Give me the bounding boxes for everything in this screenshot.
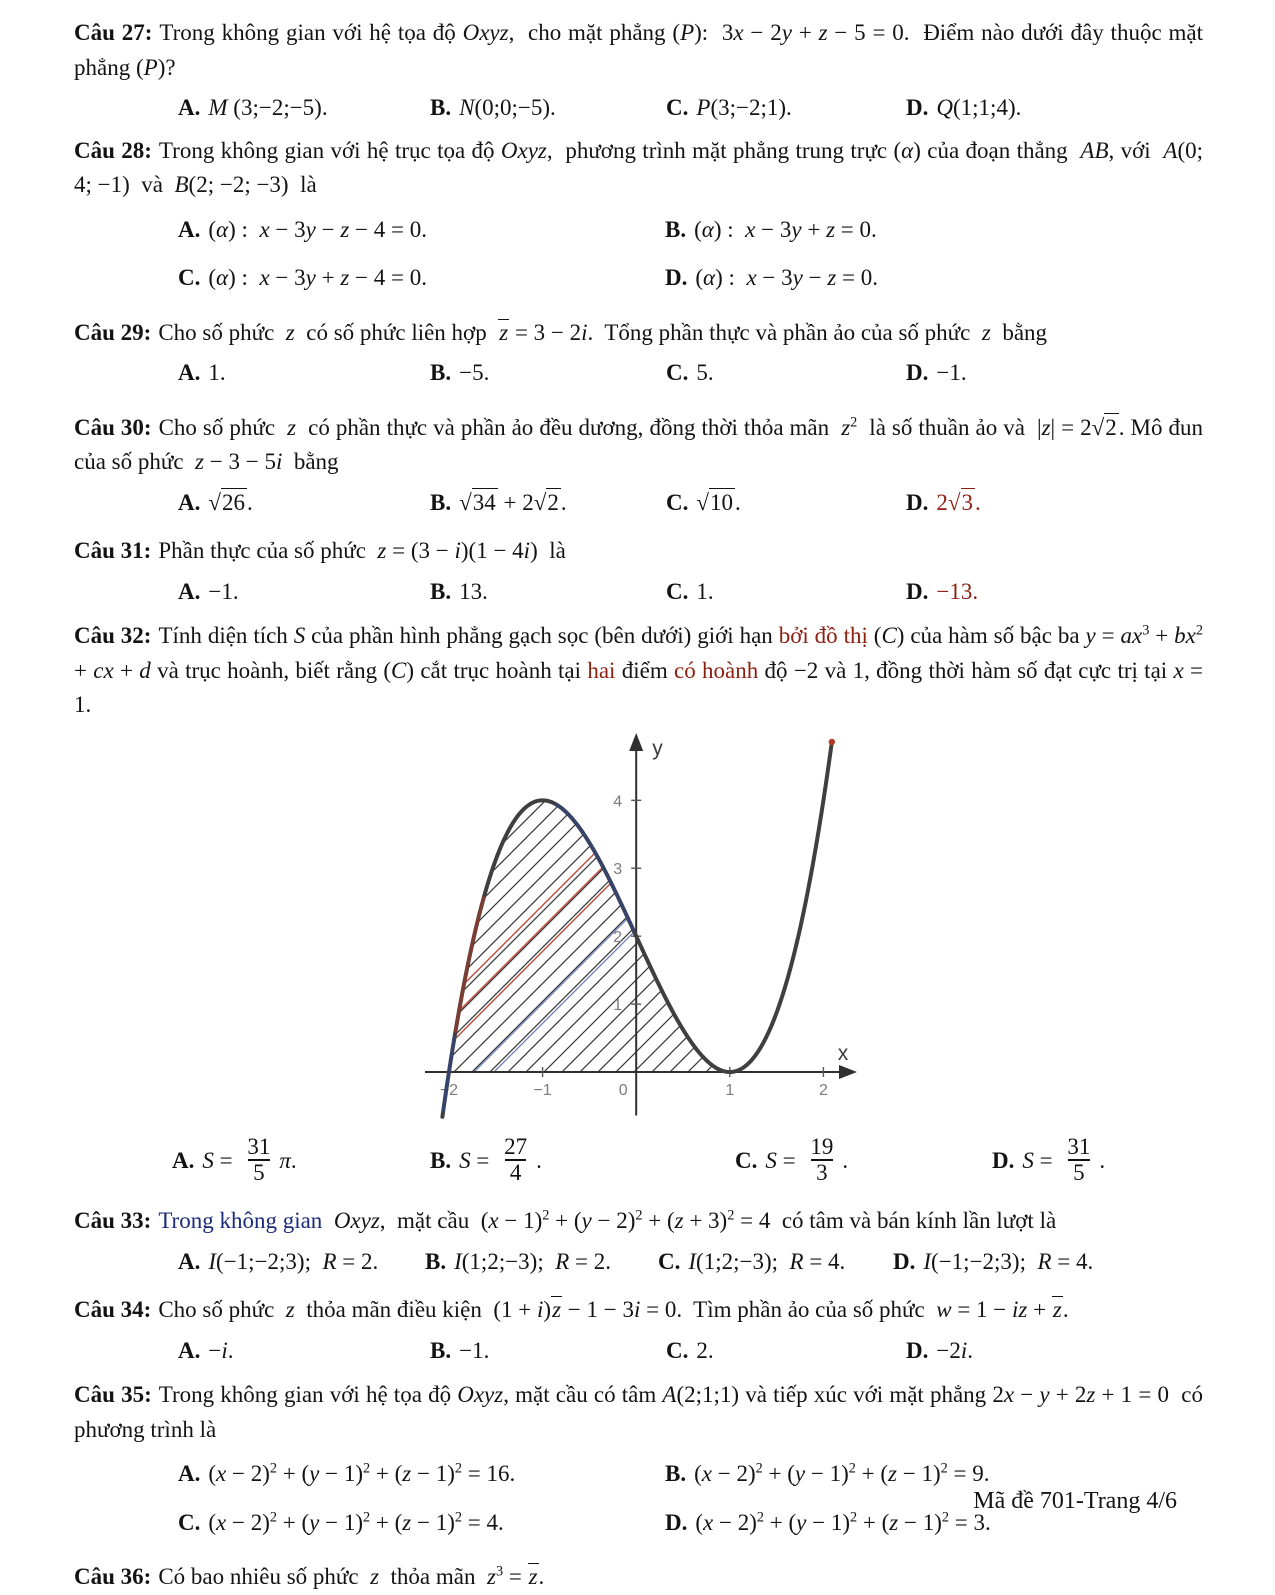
svg-text:−2: −2 (439, 1081, 458, 1099)
options-row (74, 356, 1203, 391)
option-c: C. √10. (666, 489, 741, 515)
question-number: Câu 34: (74, 1297, 152, 1323)
options-row (74, 1245, 1203, 1280)
option-b: B. $(x - 2)^2 + (y - 1)^2 + (z - 1)^2 = 9$. (665, 1460, 990, 1487)
option-d: D. −2i. (906, 1337, 973, 1363)
question-body: Phần thực của số phức z = (3 − i)(1 − 4i) là (158, 538, 566, 563)
option-b: B. 13. (430, 578, 488, 604)
option-b: B. (α) : x − 3y + z = 0. (665, 216, 877, 242)
svg-text:2: 2 (818, 1081, 828, 1099)
option-a: A. I(−1;−2;3); R = 2. (178, 1248, 379, 1274)
svg-text:2: 2 (612, 928, 622, 946)
question-28 (74, 134, 1203, 296)
question-36 (74, 1560, 1203, 1595)
svg-text:x: x (837, 1041, 848, 1065)
chart-svg (419, 729, 859, 1125)
question-29 (74, 316, 1203, 391)
option-a: A. (α) : x − 3y − z − 4 = 0. (178, 216, 427, 242)
question-body: Cho số phức z có số phức liên hợp z = 3 − 2i. Tổng phần thực và phần ảo của số phức z bằng (158, 319, 1048, 345)
option-c: C. 1. (666, 578, 714, 604)
svg-text:1: 1 (724, 1081, 734, 1099)
options-row (74, 575, 1203, 610)
option-a: A. $(x - 2)^2 + (y - 1)^2 + (z - 1)^2 = 16$. (178, 1460, 516, 1487)
option-b: B. √34 + 2√2. (430, 489, 567, 515)
option-a: A. 1. (178, 360, 226, 385)
option-a: A. −1. (178, 578, 239, 604)
question-body: Trong không gian với hệ trục tọa độ Oxyz, phương trình mặt phẳng trung trực (α) của đoạn thẳng AB, với A(0; 4; −1) và B(2; −2; −3) là (74, 137, 1203, 197)
option-a: A. S = $\frac{31}{5}$ π. (172, 1133, 297, 1186)
question-number: Câu 35: (74, 1382, 152, 1408)
option-d: D. $(x - 2)^2 + (y - 1)^2 + (z - 1)^2 = 3$. (665, 1509, 991, 1535)
options-row (74, 486, 1203, 521)
option-b: B. S = $\frac{27}{4}$ . (430, 1133, 542, 1186)
question-33 (74, 1204, 1203, 1279)
question-number: Câu 31: (74, 538, 152, 563)
option-c: C. $(x - 2)^2 + (y - 1)^2 + (z - 1)^2 = 4$. (178, 1509, 504, 1535)
question-35 (74, 1378, 1203, 1540)
question-body: Trong không gian với hệ tọa độ Oxyz, mặt cầu có tâm A(2;1;1) và tiếp xúc với mặt phẳng 2x − y + 2z + 1 = 0 có phương trình là (74, 1382, 1204, 1442)
option-d: D. Q(1;1;4). (906, 95, 1022, 120)
option-b: B. N(0;0;−5). (430, 95, 556, 120)
question-number: Câu 30: (74, 414, 152, 440)
question-number: Câu 27: (74, 20, 153, 45)
option-a: A. √26. (178, 489, 253, 515)
option-b: B. I(1;2;−3); R = 2. (425, 1248, 612, 1274)
question-number: Câu 36: (74, 1564, 152, 1590)
option-d: D. (α) : x − 3y − z = 0. (665, 265, 879, 290)
question-number: Câu 28: (74, 137, 152, 163)
svg-text:−1: −1 (532, 1081, 552, 1099)
option-c: C. S = $\frac{19}{3}$ . (735, 1133, 849, 1186)
question-body: Tính diện tích S của phần hình phẳng gạch sọc (bên dưới) giới hạn bởi đồ thị (C) của hàm số bậc ba $y = ax^3 + bx^2$ + cx + d và trục hoành, biết rằng (C) cắt trục hoành tại hai điểm có hoành độ −2 và 1, đồng thời hàm số đạt cực trị tại x = 1. (74, 622, 1203, 717)
cubic-graph (419, 729, 859, 1131)
option-d: D. −13. (906, 578, 979, 604)
svg-text:3: 3 (612, 860, 622, 878)
options-row (74, 1334, 1203, 1369)
question-number: Câu 33: (74, 1208, 152, 1234)
question-number: Câu 32: (74, 623, 152, 648)
question-body: Trong không gian Oxyz, mặt cầu $(x - 1)^2 + (y - 2)^2 + (z + 3)^2 = 4$ có tâm và bán kính lần lượt là (158, 1207, 1057, 1234)
question-32 (74, 619, 1203, 1188)
option-d: D. I(−1;−2;3); R = 4. (893, 1248, 1094, 1274)
option-d: D. S = $\frac{31}{5}$ . (992, 1133, 1106, 1186)
options-grid (74, 213, 1203, 296)
options-row (74, 91, 1203, 126)
option-d: D. −1. (906, 360, 967, 385)
option-a: A. −i. (178, 1337, 234, 1363)
option-c: C. 2. (666, 1337, 714, 1363)
svg-text:0: 0 (618, 1081, 628, 1099)
option-c: C. P(3;−2;1). (666, 95, 792, 120)
question-30 (74, 411, 1203, 521)
option-c: C. I(1;2;−3); R = 4. (658, 1248, 846, 1274)
question-body: Cho số phức z có phần thực và phần ảo đều dương, đồng thời thỏa mãn $z^2$ là số thuần ảo và |z| = 2√2. Mô đun của số phức z − 3 − 5i bằng (74, 413, 1204, 474)
option-b: B. −5. (430, 360, 490, 385)
question-body: Có bao nhiêu số phức z thỏa mãn $z^3 = z$. (158, 1563, 545, 1590)
question-34 (74, 1293, 1203, 1368)
svg-text:y: y (651, 736, 663, 760)
option-c: C. (α) : x − 3y + z − 4 = 0. (178, 265, 427, 290)
footer-page-label: Mã đề 701-Trang 4/6 (973, 1488, 1177, 1514)
option-d: D. 2√3. (906, 489, 981, 515)
options-row (74, 1133, 1203, 1189)
option-c: C. 5. (666, 360, 714, 385)
question-number: Câu 29: (74, 319, 152, 345)
svg-text:4: 4 (612, 792, 622, 810)
option-a: A. M (3;−2;−5). (178, 95, 328, 120)
option-b: B. −1. (430, 1337, 490, 1363)
question-body: Cho số phức z thỏa mãn điều kiện (1 + i)z − 1 − 3i = 0. Tìm phần ảo của số phức w = 1 − iz + z. (158, 1297, 1069, 1323)
svg-text:1: 1 (612, 996, 622, 1014)
question-31 (74, 534, 1203, 609)
question-27 (74, 16, 1203, 126)
cau-32-figure (74, 729, 1203, 1131)
question-body: Trong không gian với hệ tọa độ Oxyz, cho mặt phẳng (P): 3x − 2y + z − 5 = 0. Điểm nào dưới đây thuộc mặt phẳng (P)? (74, 20, 1203, 80)
